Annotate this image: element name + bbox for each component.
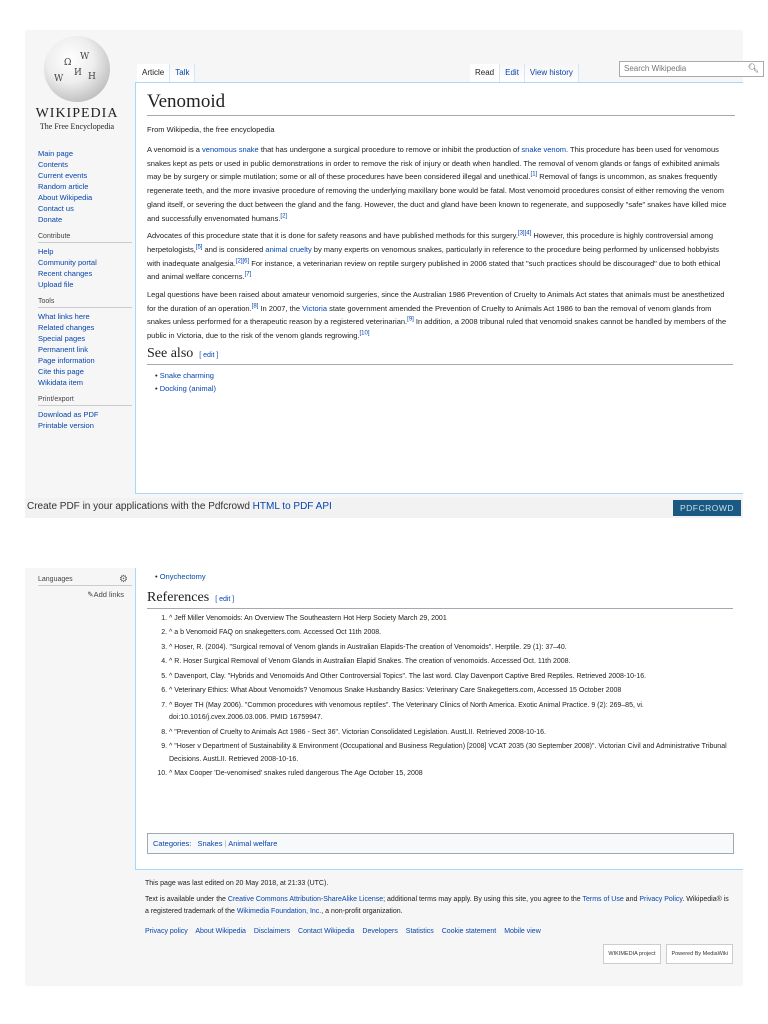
- sidebar-item-special-pages[interactable]: Special pages: [38, 334, 86, 343]
- sidebar-heading-contribute: Contribute: [38, 233, 132, 243]
- pencil-icon: ✎: [87, 590, 94, 599]
- puzzle-globe-icon: Ω W И H W: [44, 36, 110, 102]
- ref-3-4[interactable]: [3][4]: [517, 230, 532, 237]
- namespace-tabs: [137, 60, 195, 82]
- sidebar-item-upload-file[interactable]: Upload file: [38, 280, 74, 289]
- sidebar-item-about[interactable]: About Wikipedia: [38, 193, 93, 202]
- ref-8[interactable]: [8]: [251, 303, 259, 310]
- sidebar-item-related-changes[interactable]: Related changes: [38, 323, 95, 332]
- wordmark: WIKIPEDIA: [35, 106, 119, 121]
- add-links-button[interactable]: ✎Add links: [87, 590, 124, 599]
- last-edited: This page was last edited on 20 May 2018, at 21:33 (UTC).: [145, 880, 329, 887]
- edit-references-link[interactable]: [ edit ]: [215, 596, 235, 603]
- html-to-pdf-link[interactable]: HTML to PDF API: [252, 501, 332, 512]
- sidebar-item-help[interactable]: Help: [38, 247, 54, 256]
- reference-item: 8. ^ "Prevention of Cruelty to Animals Act 1986 - Sect 36". Victorian Consolidated Legislation. AustLII. Retrieved 2008-10-16.: [169, 727, 733, 740]
- references-heading: References [ edit ]: [147, 591, 733, 609]
- sidebar-heading-tools: Tools: [38, 298, 132, 308]
- sidebar-item-download-pdf[interactable]: Download as PDF: [38, 410, 99, 419]
- paragraph-2: Advocates of this procedure state that it is done for safety reasons and have published methods for this surgery.[3][4] However, this procedure is highly controversial among herpetologists,[5] and is considered animal cruelty by many experts on venomous snakes, particularly in reference to the procedure being performed by unlicensed hobbyists with inadequate analgesia.[2][6] For instance, a veterinarian review on reptile surgery published in 2006 stated that "such practices should be discouraged" due to both ethical and animal welfare concerns.[7]: [147, 230, 721, 282]
- article-body: [147, 143, 733, 395]
- link-snake-venom[interactable]: snake venom: [521, 145, 567, 154]
- sidebar-item-page-information[interactable]: Page information: [38, 356, 95, 365]
- references-list: [169, 613, 733, 781]
- reference-item: 2. ^ a b Venomoid FAQ on snakegetters.com. Accessed Oct 11th 2008.: [169, 627, 733, 640]
- ref-1[interactable]: [1]: [530, 171, 538, 178]
- sidebar-item-contents[interactable]: Contents: [38, 160, 69, 169]
- sidebar-item-community-portal[interactable]: Community portal: [38, 258, 97, 267]
- sidebar-item-cite-page[interactable]: Cite this page: [38, 367, 84, 376]
- footer-links: [145, 926, 733, 938]
- page-1: [25, 30, 759, 518]
- sidebar-item-main-page[interactable]: Main page: [38, 149, 74, 158]
- article-body-continued: [147, 570, 733, 783]
- footer-link[interactable]: About Wikipedia: [195, 928, 246, 935]
- footer-badges: [145, 944, 733, 964]
- ref-2-6[interactable]: [2][6]: [235, 258, 250, 265]
- sidebar-item-donate[interactable]: Donate: [38, 215, 63, 224]
- reference-item: 3. ^ Hoser, R. (2004). "Surgical removal of Venom glands in Australian Elapids-The creation of Venomoids". Herptile. 29 (1): 37–40.: [169, 642, 733, 655]
- cc-license-link[interactable]: Creative Commons Attribution-ShareAlike License: [227, 896, 384, 903]
- sidebar-item-random-article[interactable]: Random article: [38, 182, 89, 191]
- page-2: [25, 568, 743, 986]
- paragraph-1: A venomoid is a venomous snake that has undergone a surgical procedure to remove or inhibit the production of snake venom. This procedure has been used for venomous snakes kept as pets or used in public demonstrations in order to remove the risk of injury or death when handled. The removal of venom glands or fangs of exhibited animals may be by surgery or simple mutilation; some or all of these procedures have been considered illegal and unethical.[1] Removal of fangs is uncommon, as snakes frequently regenerate teeth, and the more invasive procedure of removing the underlying maxillary bone would be fatal. Most venomoid procedures consist of either removing the venom gland itself, or severing the duct between the gland and the fang. However, the duct and gland have been known to regenerate, and supposedly "safe" snakes have killed mice and successfully envenomated humans.[2]: [147, 145, 727, 223]
- article-content-continued: [135, 568, 743, 870]
- see-also-heading: See also [ edit ]: [147, 347, 733, 365]
- edit-see-also-link[interactable]: [ edit ]: [199, 351, 219, 359]
- sidebar-heading-languages: Languages ⚙: [38, 576, 132, 586]
- see-also-item[interactable]: • Onychectomy: [155, 570, 733, 583]
- page-title: Venomoid: [147, 91, 735, 116]
- reference-item: 7. ^ Boyer TH (May 2006). "Common procedures with venomous reptiles". The Veterinary Clinics of North America. Exotic Animal Practice. 9 (2): 269–85, vi. doi:10.1016/j.cvex.2006.03.006. PMID 16759947.: [169, 700, 733, 725]
- see-also-item[interactable]: • Snake charming: [155, 369, 733, 382]
- sidebar-item-permanent-link[interactable]: Permanent link: [38, 345, 89, 354]
- sidebar-item-wikidata-item[interactable]: Wikidata item: [38, 378, 84, 387]
- sidebar-item-recent-changes[interactable]: Recent changes: [38, 269, 93, 278]
- paragraph-3: Legal questions have been raised about amateur venomoid surgeries, since the Australian 1986 Prevention of Cruelty to Animals Act states that animals must be anesthetized for the duration of an operation.[8] In 2007, the Victoria state government amended the Prevention of Cruelty to Animals Act 1986 to ban the removal of venom glands from snakes unless performed for a therapeutic reason by a registered veterinarian.[9] In addition, a 2008 tribunal ruled that venomoid snakes cannot be handled by members of the public in Victoria, due to the risk of the venom glands regrowing.[10]: [147, 290, 727, 341]
- categories-label[interactable]: Categories:: [153, 839, 192, 848]
- tab-edit[interactable]: Edit: [500, 64, 525, 82]
- ref-2[interactable]: [2]: [280, 213, 288, 220]
- article-content: [135, 82, 743, 494]
- see-also-list: [155, 369, 733, 395]
- search-icon[interactable]: 🔍︎: [747, 63, 759, 73]
- category-animal-welfare[interactable]: Animal welfare: [228, 839, 278, 848]
- footer-link[interactable]: Statistics: [405, 928, 434, 935]
- link-victoria[interactable]: Victoria: [302, 303, 327, 313]
- tab-article[interactable]: Article: [137, 64, 170, 82]
- reference-item: 5. ^ Davenport, Clay. "Hybrids and Venomoids And Other Controversial Topics". The last word. Clay Davenport Captive Bred Reptiles. Retrieved 2008-10-16.: [169, 671, 733, 684]
- license-text: Text is available under the Creative Commons Attribution-ShareAlike License; additional terms may apply. By using this site, you agree to the Terms of Use and Privacy Policy. Wikipedia® is a registered trademark of the Wikimedia Foundation, Inc., a non-profit organization.: [145, 896, 729, 915]
- footer-link[interactable]: Mobile view: [504, 928, 541, 935]
- link-animal-cruelty[interactable]: animal cruelty: [265, 244, 312, 254]
- footer-link[interactable]: Cookie statement: [441, 928, 497, 935]
- ref-10[interactable]: [10]: [359, 330, 370, 337]
- wikipedia-logo[interactable]: [29, 36, 125, 131]
- tab-talk[interactable]: Talk: [170, 64, 195, 82]
- reference-item: 4. ^ R. Hoser Surgical Removal of Venom Glands in Australian Elapid Snakes. The creation of venomoids. Accessed Oct. 11th 2008.: [169, 656, 733, 669]
- mediawiki-badge[interactable]: Powered By MediaWiki: [666, 944, 733, 964]
- ref-9[interactable]: [9]: [407, 316, 414, 323]
- wikimedia-badge[interactable]: WIKIMEDIA project: [603, 944, 660, 964]
- ref-7[interactable]: [7]: [244, 271, 252, 278]
- wmf-link[interactable]: Wikimedia Foundation, Inc.: [236, 908, 322, 915]
- see-also-list-continued: [155, 570, 733, 583]
- pdfcrowd-button[interactable]: PDFCROWD: [673, 500, 741, 516]
- privacy-link[interactable]: Privacy Policy: [639, 896, 683, 903]
- footer-link[interactable]: Disclaimers: [253, 928, 291, 935]
- sidebar-item-contact[interactable]: Contact us: [38, 204, 74, 213]
- footer: [145, 878, 733, 964]
- sidebar-nav: [38, 148, 132, 431]
- category-snakes[interactable]: Snakes: [197, 839, 223, 848]
- languages-panel: [38, 576, 132, 600]
- reference-item: 9. ^ "Hoser v Department of Sustainability & Environment (Occupational and Business Regulation) [2008] VCAT 2035 (30 September 2008)". Victorian Civil and Administrative Tribunal Decisions. AustLII. Retrieved 2008-10-16.: [169, 741, 733, 766]
- footer-link[interactable]: Contact Wikipedia: [298, 928, 355, 935]
- reference-item: 1. ^ Jeff Miller Venomoids: An Overview The Southeastern Hot Herp Society March 29, 2001: [169, 613, 733, 626]
- reference-item: 6. ^ Veterinary Ethics: What About Venomoids? Venomous Snake Husbandry Basics: Veterinary Care Snakegetters.com, Accessed 15 October 2008: [169, 685, 733, 698]
- sidebar-item-current-events[interactable]: Current events: [38, 171, 88, 180]
- search-input[interactable]: Search Wikipedia 🔍︎: [619, 61, 764, 77]
- reference-item: 10. ^ Max Cooper 'De-venomised' snakes ruled dangerous The Age October 15, 2008: [169, 768, 733, 781]
- tagline: The Free Encyclopedia: [39, 122, 115, 131]
- site-sub: From Wikipedia, the free encyclopedia: [147, 125, 275, 134]
- sidebar-item-printable[interactable]: Printable version: [38, 421, 94, 430]
- footer-link[interactable]: Developers: [362, 928, 398, 935]
- gear-icon[interactable]: ⚙: [119, 574, 128, 585]
- ref-5[interactable]: [5]: [195, 244, 203, 251]
- view-tabs: [470, 60, 579, 82]
- terms-link[interactable]: Terms of Use: [582, 896, 624, 903]
- category-box: Categories: Snakes | Animal welfare: [147, 833, 734, 854]
- tab-view-history[interactable]: View history: [525, 64, 579, 82]
- pdfcrowd-banner: Create PDF in your applications with the Pdfcrowd HTML to PDF API PDFCROWD: [25, 498, 743, 518]
- footer-link[interactable]: Privacy policy: [145, 928, 188, 935]
- link-venomous-snake[interactable]: venomous snake: [202, 145, 259, 154]
- tab-read[interactable]: Read: [470, 64, 500, 82]
- see-also-item[interactable]: • Docking (animal): [155, 382, 733, 395]
- sidebar-heading-print: Print/export: [38, 396, 132, 406]
- sidebar-item-what-links-here[interactable]: What links here: [38, 312, 90, 321]
